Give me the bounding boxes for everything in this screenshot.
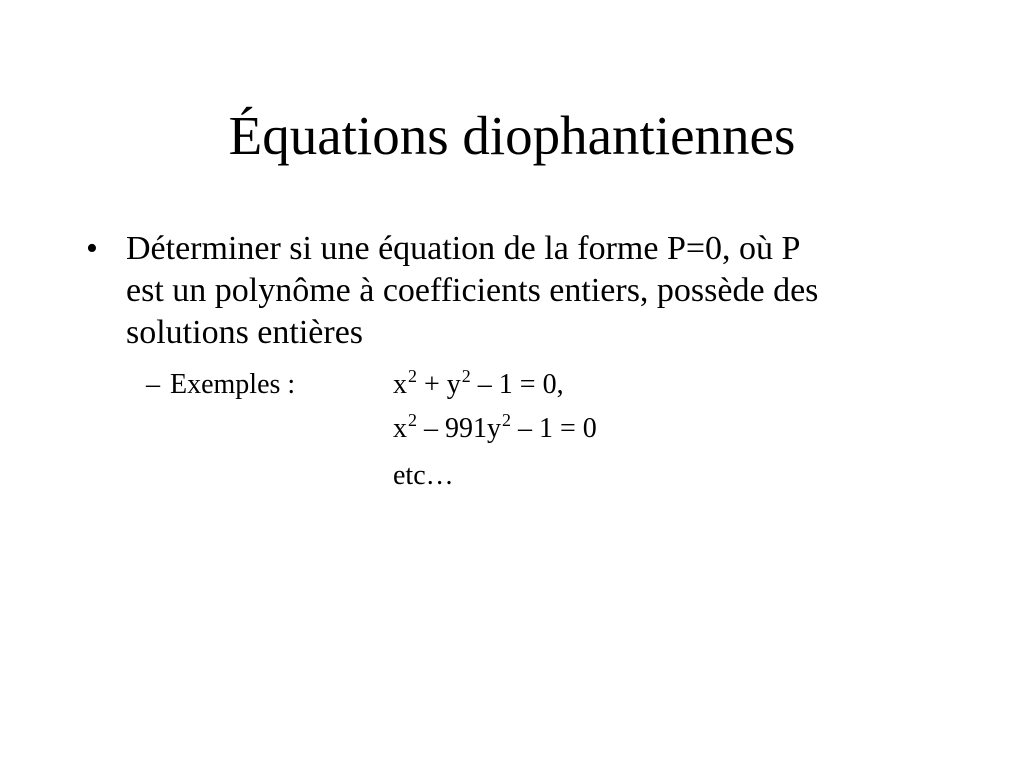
bullet-line: solutions entières xyxy=(126,314,364,351)
equation-exponent: 2 xyxy=(461,366,471,386)
equation-exponent: 2 xyxy=(502,410,511,430)
equation-term: – 1 = 0, xyxy=(470,369,564,400)
equation-exponent: 2 xyxy=(408,410,417,430)
equation-1 xyxy=(393,365,564,407)
slide-title: Équations diophantiennes xyxy=(228,105,796,166)
bullet-text xyxy=(126,228,966,354)
equation-term: + y xyxy=(417,369,461,400)
bullet-marker: • xyxy=(86,230,98,267)
equation-term: – 1 = 0 xyxy=(511,413,597,444)
equation-term: – 991y xyxy=(417,413,501,444)
examples-label: Exemples : xyxy=(170,369,296,400)
bullet-line: est un polynôme à coefficients entiers, possède des xyxy=(126,272,819,309)
equation-term: x xyxy=(393,369,407,400)
equation-2 xyxy=(393,409,597,451)
equation-exponent: 2 xyxy=(408,366,417,386)
sub-bullet-marker: – xyxy=(146,369,160,400)
equation-term: x xyxy=(393,413,407,444)
bullet-line: Déterminer si une équation de la forme P=0, où P xyxy=(126,230,801,267)
equation-ellipsis: etc… xyxy=(393,460,454,491)
